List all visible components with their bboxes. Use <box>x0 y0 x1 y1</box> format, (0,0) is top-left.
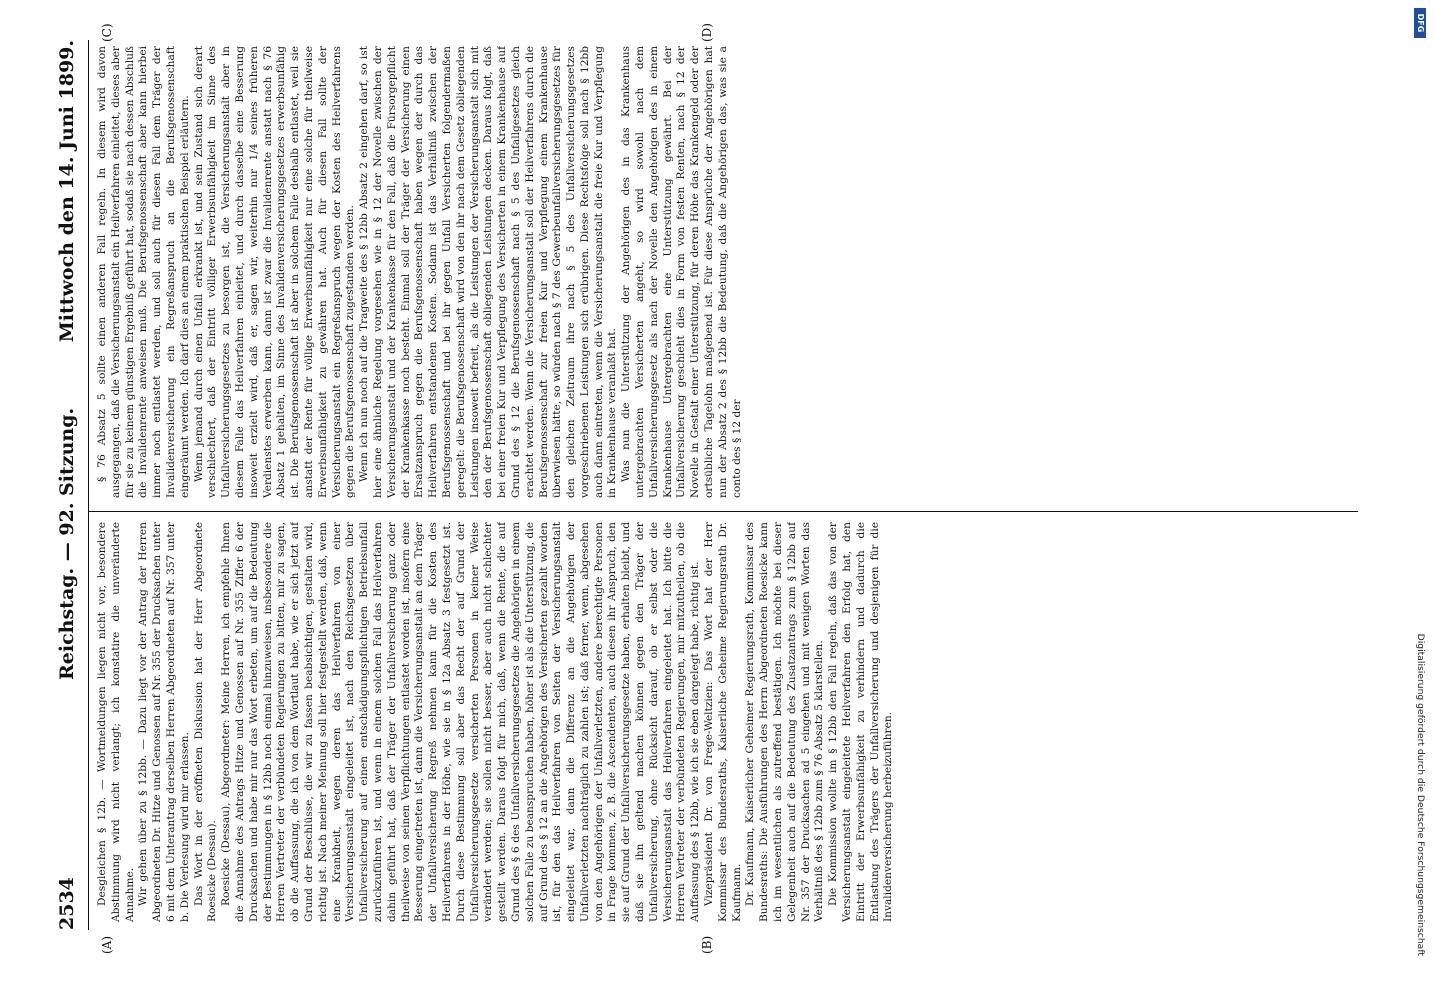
paragraph: Wenn jemand durch einen Unfall erkrankt ist, und sein Zustand sich derart verschlechtert, daß der Eintritt völliger Erwerbsunfähigkeit im Sinne des Unfallversicherungsgesetzes zu besorgen ist, die Versicherungsanstalt aber in diesem Falle das Heilverfahren einleitet, und durch dasselbe eine Besserung insoweit erzielt wird, daß er, sagen wir, weiterhin nur 1/4 seines früheren Verdienstes erwerben kann, dann ist zwar die Invalidenrente anstatt nach § 76 Absatz 1 gehalten, im Sinne des Invalidenversicherungsgesetzes erwerbsunfähig ist. Die Berufsgenossenschaft ist aber in solchem Falle deshalb entlastet, weil sie anstatt der Rente für völlige Erwerbsunfähigkeit nur eine solche für theilweise Erwerbsunfähigkeit zu gewähren hat. Auch für diesen Fall sollte der Versicherungsanstalt ein Regreßanspruch wegen der Kosten des Heilverfahrens gegen die Berufsgenossenschaft zugestanden werden. <box>192 46 357 498</box>
margin-mark-c: (C) <box>100 23 114 42</box>
paragraph: Roesicke (Dessau), Abgeordneter: Meine Herren, ich empfehle Ihnen die Annahme des Antrags Hitze und Genossen auf Nr. 355 Ziffer 6 der Drucksachen und habe mir nur das Wort erbeten, um auf die Bedeutung der Bestimmungen in § 12bb noch einmal hinzuweisen, insbesondere die Herren Vertreter der verbündeten Regierungen zu bitten, mir zu sagen, ob die Auffassung, die ich von dem Wortlaut habe, wie er sich jetzt auf Grund der Beschlüsse, die wir zu fassen beabsichtigen, gestalten wird, richtig ist. Nach meiner Meinung soll hier festgestellt werden, daß, wenn eine Krankheit, wegen deren das Heilverfahren von einer Versicherungsanstalt eingeleitet ist, nach den Reichsgesetzen über Unfallversicherung auf einen entschädigungspflichtigen Betriebsunfall zurückzuführen ist, und wenn in einem solchen Fall das Heilverfahren dahin geführt hat, daß der Träger der Unfallversicherung ganz oder theilweise von seinen Verpflichtungen entlastet worden ist, insofern eine Besserung eingetreten ist, dann die Versicherungsanstalt an dem Träger der Unfallversicherung Regreß nehmen kann für die Kosten des Heilverfahrens in der Höhe, wie sie in § 12a Absatz 3 festgesetzt ist. Durch diese Bestimmung soll aber das Recht der auf Grund der Unfallversicherungsgesetze versicherten Personen in keiner Weise verändert werden; sie sollen nicht besser, aber auch nicht schlechter gestellt werden. Daraus folgt für mich, daß, wenn die Rente, die auf Grund des § 6 des Unfallversicherungsgesetzes die Angehörigen in einem solchen Falle zu beanspruchen haben, höher ist als die Unterstützung, die auf Grund des § 12 an die Angehörigen des Versicherten gezahlt worden ist, für den das Heilverfahren von Seiten der Versicherungsanstalt eingeleitet war, dann die Differenz an die Angehörigen der Unfallverletzten nachträglich zu zahlen ist; daß ferner, wenn, abgesehen von den Angehörigen der Unfallverletzten, andere berechtigte Personen in Frage kommen, z. B. die Ascendenten, auch diesen ihr Anspruch, den sie auf Grund der Unfallversicherungsgesetze haben, erhalten bleibt, und daß sie ihn geltend machen können gegen den Träger der Unfallversicherung, ohne Rücksicht darauf, ob er selbst oder die Versicherungsanstalt das Heilverfahren eingeleitet hat. Ich bitte die Herren Vertreter der verbündeten Regierungen, mir mitzutheilen, ob die Auffassung des § 12bb, wie ich sie eben dargelegt habe, richtig ist. <box>220 522 702 922</box>
text-column-left <box>96 522 1358 922</box>
column-rule <box>88 511 1358 512</box>
credit-text: Digitalisierung gefördert durch die Deutsche Forschungsgemeinschaft <box>1415 633 1426 956</box>
paragraph: Die Kommission wollte im § 12bb den Fall regeln, daß das von der Versicherungsanstalt eingeleitete Heilverfahren den Erfolg hat, den Eintritt der Erwerbsunfähigkeit zu verhindern und dadurch die Entlastung des Trägers der Unfallversicherung und desjenigen für die Invalidenversicherung herbeizuführen. <box>827 522 895 922</box>
paragraph: Dr. Kaufmann, Kaiserlicher Geheimer Regierungsrath, Kommissar des Bundesraths: Die Ausführungen des Herrn Abgeordneten Roesicke kann ich im wesentlichen als zutreffend bestätigen. Ich möchte bei dieser Gelegenheit auch auf die Bedeutung des Zusatzantrags zum § 12bb auf Nr. 357 der Drucksachen ad 5 eingehen und mit wenigen Worten das Verhältniß des § 12bb zum § 76 Absatz 5 klarstellen. <box>744 522 826 922</box>
paragraph: Was nun die Unterstützung der Angehörigen des in das Krankenhaus untergebrachten Versicherten angeht, so wird sowohl nach dem Unfallversicherungsgesetz als nach der Novelle den Angehörigen des in einem Krankenhause Untergebrachten eine Unterstützung gewährt. Bei der Unfallversicherung geschieht dies in Form von festen Renten, nach § 12 der Novelle in Gestalt einer Unterstützung, für deren Höhe das Krankengeld oder der ortsübliche Tagelohn maßgebend ist. Für diese Ansprüche der Angehörigen hat nun der Absatz 2 des § 12bb die Bedeutung, daß die Angehörigen das, was sie a conto des § 12 der <box>620 46 743 498</box>
margin-mark-b: (B) <box>700 935 714 954</box>
text-column-right <box>96 46 1358 498</box>
digitization-credit <box>1414 8 1426 992</box>
paragraph: Wenn ich nun noch auf die Tragweite des § 12bb Absatz 2 eingehen darf, so ist hier eine ähnliche Regelung vorgesehen wie in § 12 der Novelle zwischen der Versicherungsanstalt und der Krankenkasse für den Fall, daß die Fürsorgepflicht der Krankenkasse noch besteht. Einmal soll der Träger der Versicherung einen Ersatzanspruch gegen die Berufsgenossenschaft haben wegen der durch das Heilverfahren entstandenen Kosten. Sodann ist das Verhältniß zwischen der Berufsgenossenschaft und bei ihr gegen Unfall Versicherten folgendermaßen geregelt: die Berufsgenossenschaft wird von den ihr nach dem Gesetz obliegenden Leistungen insoweit befreit, als die Leistungen der Versicherungsanstalt sich mit den der Berufsgenossenschaft obliegenden Leistungen decken. Daraus folgt, daß bei einer freien Kur und Verpflegung des Versicherten in einem Krankenhause auf Grund des § 12 die Berufsgenossenschaft nach § 5 des Unfallgesetzes gleich erachtet werden. Wenn die Versicherungsanstalt soll der Heilverfahrens durch die Berufsgenossenschaft zur freien Kur und Verpflegung einem Krankenhause überwiesen hätte, so würden nach § 7 des Gewerbeunfallversicherungsgesetzes für den gleichen Zeitraum ihre nach § 5 des Unfallversicherungsgesetzes vorgeschriebenen Leistungen sich erübrigen. Diese Rechtsfolge soll nach § 12bb auch dann eintreten, wenn die Versicherungsanstalt die freie Kur und Verpflegung in Krankenhause veranlaßt hat. <box>358 46 619 498</box>
paragraph: Vizepräsident Dr. von Frege-Weltzien: Das Wort hat der Herr Kommissar des Bundesraths, Kaiserliche Geheime Regierungsrath Dr. Kaufmann. <box>703 522 743 922</box>
margin-mark-d: (D) <box>700 23 714 42</box>
page-number: 2534 <box>56 877 78 930</box>
dfg-logo: DFG <box>1414 8 1426 38</box>
paragraph: Wir gehen über zu § 12bb. — Dazu liegt vor der Antrag der Herren Abgeordneten Dr. Hitze und Genossen auf Nr. 355 der Drucksachen unter 6 mit dem Unterantrag derselben Herren Abgeordneten auf Nr. 357 unter b. Die Verlesung wird mir erlassen. <box>137 522 191 922</box>
paragraph: Das Wort in der eröffneten Diskussion hat der Herr Abgeordnete Roesicke (Dessau). <box>192 522 219 922</box>
session-date: Mittwoch den 14. Juni 1899. <box>56 40 78 343</box>
paragraph: § 76 Absatz 5 sollte einen anderen Fall regeln. In diesem wird davon ausgegangen, daß die Versicherungsanstalt ein Heilverfahren einleitet, dieses aber für sie zu keinem günstigen Ergebniß geführt hat, sodaß sie nach dessen Abschluß die Invalidenrente anweisen muß. Die Berufsgenossenschaft aber kann hierbei immer noch entlastet werden, und soll auch für diesen Fall dem Träger der Invalidenversicherung ein Regreßanspruch an die Berufsgenossenschaft eingeräumt werden. Ich darf dies an einem praktischen Beispiel erläutern. <box>96 46 191 498</box>
session-title: Reichstag. — 92. Sitzung. <box>56 407 78 680</box>
page-header <box>56 40 84 930</box>
header-rule <box>88 40 89 930</box>
paragraph: Desgleichen § 12b. — Wortmeldungen liegen nicht vor, besondere Abstimmung wird nicht verlangt; ich konstatire die unveränderte Annahme. <box>96 522 136 922</box>
margin-mark-a: (A) <box>100 935 114 954</box>
